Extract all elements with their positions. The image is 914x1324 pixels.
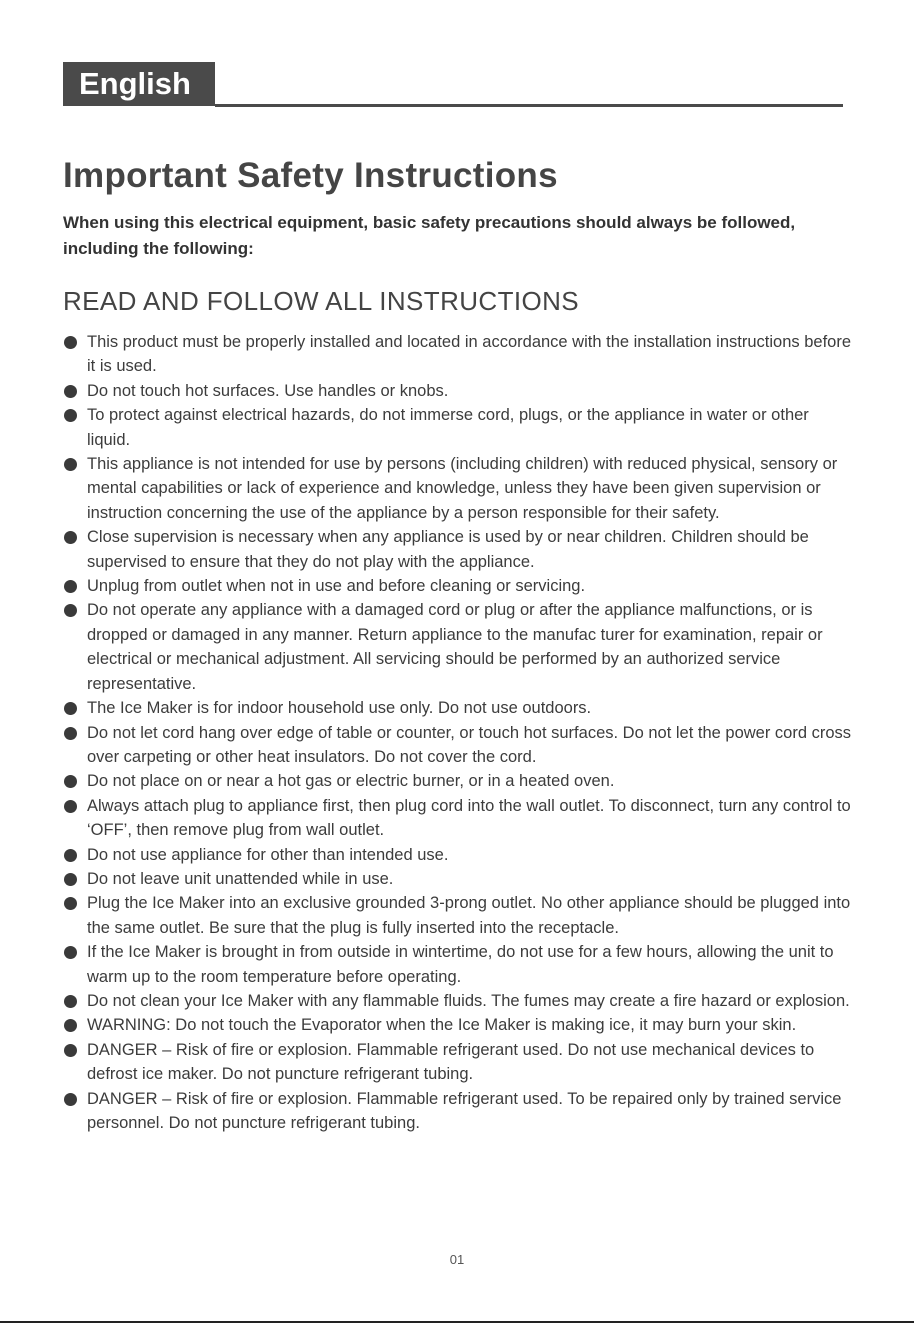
list-item: Do not clean your Ice Maker with any flammable fluids. The fumes may create a fire hazard or explosion. [63,989,853,1013]
section-heading: READ AND FOLLOW ALL INSTRUCTIONS [63,286,580,316]
page-number: 01 [449,1252,465,1267]
list-item: DANGER – Risk of fire or explosion. Flammable refrigerant used. Do not use mechanical devices to defrost ice maker. Do not puncture refrigerant tubing. [63,1038,853,1087]
language-label: English [63,62,215,106]
list-item: Plug the Ice Maker into an exclusive grounded 3-prong outlet. No other appliance should be plugged into the same outlet. Be sure that the plug is fully inserted into the receptacle. [63,891,853,940]
list-item: Do not operate any appliance with a damaged cord or plug or after the appliance malfunctions, or is dropped or damaged in any manner. Return appliance to the manufac turer for examination, repair or electrical or mechanical adjustment. All servicing should be performed by an authorized service representative. [63,598,853,696]
list-item: The Ice Maker is for indoor household use only. Do not use outdoors. [63,696,853,720]
list-item: If the Ice Maker is brought in from outside in wintertime, do not use for a few hours, allowing the unit to warm up to the room temperature before operating. [63,940,853,989]
list-item: Do not let cord hang over edge of table or counter, or touch hot surfaces. Do not let the power cord cross over carpeting or other heat insulators. Do not cover the cord. [63,721,853,770]
list-item: This appliance is not intended for use by persons (including children) with reduced physical, sensory or mental capabilities or lack of experience and knowledge, unless they have been given supervision or instruction concerning the use of the appliance by a person responsible for their safety. [63,452,853,525]
list-item: DANGER – Risk of fire or explosion. Flammable refrigerant used. To be repaired only by trained service personnel. Do not puncture refrigerant tubing. [63,1087,853,1136]
page-title: Important Safety Instructions [63,156,558,195]
list-item: Do not use appliance for other than intended use. [63,843,853,867]
list-item: Do not touch hot surfaces. Use handles or knobs. [63,379,853,403]
list-item: WARNING: Do not touch the Evaporator when the Ice Maker is making ice, it may burn your skin. [63,1013,853,1037]
list-item: Do not leave unit unattended while in use. [63,867,853,891]
list-item: Do not place on or near a hot gas or electric burner, or in a heated oven. [63,769,853,793]
language-header [63,62,843,108]
list-item: This product must be properly installed and located in accordance with the installation instructions before it is used. [63,330,853,379]
page-subtitle: When using this electrical equipment, basic safety precautions should always be followed, including the following: [63,213,796,258]
list-item: To protect against electrical hazards, do not immerse cord, plugs, or the appliance in water or other liquid. [63,403,853,452]
list-item: Always attach plug to appliance first, then plug cord into the wall outlet. To disconnect, turn any control to ‘OFF’, then remove plug from wall outlet. [63,794,853,843]
list-item: Unplug from outlet when not in use and before cleaning or servicing. [63,574,853,598]
header-divider [215,104,843,107]
instruction-list [63,330,853,1135]
bottom-divider [0,1321,914,1323]
list-item: Close supervision is necessary when any appliance is used by or near children. Children should be supervised to ensure that they do not play with the appliance. [63,525,853,574]
